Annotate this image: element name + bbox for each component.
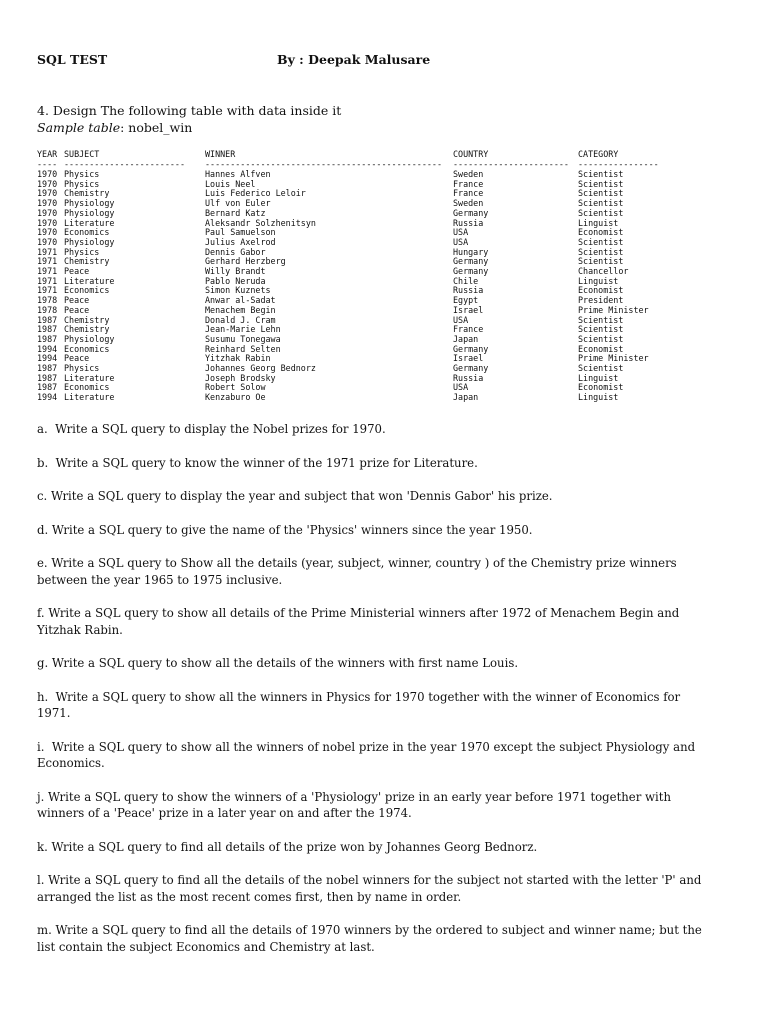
cell-country: Hungary [453, 246, 489, 257]
question-item [37, 421, 762, 438]
cell-subject: Economics [64, 227, 110, 238]
cell-category: Scientist [578, 324, 624, 335]
table-row [37, 267, 737, 277]
cell-subject: Literature [64, 372, 115, 383]
cell-winner: Anwar al-Sadat [205, 295, 276, 306]
question-item [37, 455, 762, 472]
question-text-line: list contain the subject Economics and Chemistry at last. [37, 939, 375, 954]
cell-subject: Literature [64, 392, 115, 403]
cell-category: Chancellor [578, 266, 629, 276]
cell-year: 1971 [37, 246, 58, 257]
question-item [37, 739, 762, 772]
question-text-line: winners of a 'Peace' prize in a later year on and after the 1974. [37, 806, 412, 820]
question-text-line: Yitzhak Rabin. [37, 622, 123, 637]
cell-winner: Donald J. Cram [205, 314, 276, 325]
sample-table-name: : nobel_win [120, 120, 193, 135]
sample-table-caption [37, 119, 341, 136]
question-item [37, 922, 762, 955]
question-text-line: between the year 1965 to 1975 inclusive. [37, 572, 283, 587]
question-text-line: c. Write a SQL query to display the year and subject that won 'Dennis Gabor' his prize. [37, 489, 553, 503]
cell-category: Scientist [578, 236, 624, 247]
cell-subject: Peace [64, 266, 90, 276]
cell-year: 1994 [37, 343, 58, 354]
cell-year: 1994 [37, 353, 58, 364]
cell-year: 1970 [37, 198, 58, 209]
question-item [37, 522, 762, 539]
question-text-line: m. Write a SQL query to find all the details of 1970 winners by the ordered to subject and winner name; but the [37, 923, 702, 937]
cell-winner: Yitzhak Rabin [205, 353, 271, 364]
question-text-line: g. Write a SQL query to show all the details of the winners with first name Louis. [37, 656, 519, 670]
cell-year: 1970 [37, 188, 58, 199]
nobel-win-table [37, 150, 737, 410]
table-row [37, 277, 737, 287]
question-text-line: d. Write a SQL query to give the name of the 'Physics' winners since the year 1950. [37, 522, 533, 537]
cell-country: Germany [453, 207, 489, 218]
cell-country: Sweden [453, 169, 484, 179]
question-text-line: arranged the list as the most recent comes first, then by name in order. [37, 889, 462, 904]
question-text-line: h. Write a SQL query to show all the winners in Physics for 1970 together with the winner of Economics for [37, 689, 681, 704]
table-row [37, 199, 737, 209]
cell-subject: Physics [64, 246, 100, 257]
cell-winner: Willy Brandt [205, 266, 266, 276]
question-list [37, 421, 762, 972]
cell-winner: Hannes Alfven [205, 169, 271, 179]
cell-country: France [453, 178, 484, 189]
question-text-line: Economics. [37, 756, 105, 770]
task-instruction: 4. Design The following table with data inside it [37, 103, 342, 118]
cell-category: Scientist [578, 169, 624, 179]
cell-year: 1987 [37, 372, 58, 383]
cell-category: Scientist [578, 363, 624, 373]
document-title: SQL TEST [37, 52, 108, 67]
cell-year: 1994 [37, 392, 58, 403]
cell-year: 1987 [37, 324, 58, 335]
cell-category: Scientist [578, 207, 624, 218]
table-row [37, 325, 737, 335]
cell-year: 1970 [37, 227, 58, 238]
cell-country: Germany [453, 256, 489, 267]
cell-year: 1971 [37, 256, 58, 267]
cell-winner: Dennis Gabor [205, 246, 266, 257]
cell-year: 1978 [37, 295, 58, 306]
cell-country: Egypt [453, 295, 479, 306]
cell-subject: ------------------------ [64, 158, 186, 169]
cell-category: Scientist [578, 246, 624, 257]
table-row [37, 180, 737, 190]
cell-category: Economist [578, 285, 624, 296]
cell-winner: Bernard Katz [205, 207, 266, 218]
document-author: By : Deepak Malusare [277, 52, 431, 67]
cell-category: Linguist [578, 392, 619, 403]
cell-country: Russia [453, 217, 484, 228]
table-row [37, 228, 737, 238]
question-item [37, 789, 762, 822]
cell-country: Germany [453, 343, 489, 354]
cell-category: Prime Minister [578, 304, 649, 315]
cell-year: 1970 [37, 178, 58, 189]
question-text-line: 1971. [37, 706, 71, 720]
cell-year: 1971 [37, 266, 58, 276]
cell-subject: SUBJECT [64, 149, 100, 159]
cell-country: ----------------------- [453, 158, 569, 169]
cell-country: Russia [453, 285, 484, 296]
cell-subject: Chemistry [64, 314, 110, 325]
cell-country: Japan [453, 333, 479, 344]
cell-year: 1970 [37, 236, 58, 247]
question-text-line: b. Write a SQL query to know the winner of the 1971 prize for Literature. [37, 455, 478, 470]
cell-winner: Reinhard Selten [205, 343, 281, 354]
cell-subject: Physics [64, 178, 100, 189]
cell-year: 1970 [37, 207, 58, 218]
cell-year: 1987 [37, 333, 58, 344]
question-item [37, 555, 762, 588]
cell-category: Scientist [578, 333, 624, 344]
question-text-line: k. Write a SQL query to find all details of the prize won by Johannes Georg Bednorz. [37, 839, 538, 854]
cell-country: USA [453, 227, 469, 238]
cell-category: ---------------- [578, 158, 659, 169]
cell-subject: Economics [64, 382, 110, 393]
cell-winner: Gerhard Herzberg [205, 256, 286, 267]
cell-category: President [578, 295, 624, 306]
cell-country: Chile [453, 275, 479, 286]
cell-category: Prime Minister [578, 353, 649, 364]
cell-category: Economist [578, 227, 624, 238]
question-text-line: i. Write a SQL query to show all the winners of nobel prize in the year 1970 except the subject Physiology and [37, 739, 696, 754]
cell-category: Linguist [578, 275, 619, 286]
table-row [37, 257, 737, 267]
cell-year: 1971 [37, 285, 58, 296]
cell-winner: Julius Axelrod [205, 236, 276, 247]
cell-winner: Joseph Brodsky [205, 372, 276, 383]
cell-winner: Aleksandr Solzhenitsyn [205, 217, 316, 228]
table-separator-row [37, 160, 737, 170]
cell-year: 1987 [37, 314, 58, 325]
cell-year: 1978 [37, 304, 58, 315]
cell-winner: Susumu Tonegawa [205, 333, 281, 344]
cell-country: Israel [453, 304, 484, 315]
question-text-line: f. Write a SQL query to show all details of the Prime Ministerial winners after 1972 of Menachem Begin and [37, 606, 680, 620]
cell-subject: Peace [64, 295, 90, 306]
cell-subject: Physiology [64, 207, 115, 218]
cell-category: Scientist [578, 256, 624, 267]
question-item [37, 655, 762, 672]
cell-country: Israel [453, 353, 484, 364]
cell-year: YEAR [37, 149, 58, 159]
table-row [37, 364, 737, 374]
table-row [37, 374, 737, 384]
cell-winner: Robert Solow [205, 382, 266, 393]
question-item [37, 488, 762, 505]
cell-category: Linguist [578, 372, 619, 383]
cell-country: Germany [453, 363, 489, 373]
cell-winner: Luis Federico Leloir [205, 188, 306, 199]
cell-country: USA [453, 382, 469, 393]
cell-country: COUNTRY [453, 149, 489, 159]
intro-block [37, 102, 341, 136]
cell-winner: Johannes Georg Bednorz [205, 363, 316, 373]
cell-subject: Literature [64, 275, 115, 286]
cell-country: Japan [453, 392, 479, 403]
question-text-line: l. Write a SQL query to find all the details of the nobel winners for the subject not started with the letter 'P' and [37, 873, 702, 887]
cell-category: Scientist [578, 178, 624, 189]
cell-category: Scientist [578, 198, 624, 209]
table-row [37, 238, 737, 248]
cell-winner: Louis Neel [205, 178, 256, 189]
cell-winner: Simon Kuznets [205, 285, 271, 296]
cell-category: Economist [578, 382, 624, 393]
cell-year: ---- [37, 158, 58, 169]
question-item [37, 605, 762, 638]
cell-winner: ----------------------------------------------- [205, 158, 442, 169]
cell-subject: Economics [64, 285, 110, 296]
cell-subject: Physiology [64, 198, 115, 209]
cell-winner: Ulf von Euler [205, 198, 271, 209]
cell-winner: Jean-Marie Lehn [205, 324, 281, 335]
table-row [37, 316, 737, 326]
cell-subject: Chemistry [64, 188, 110, 199]
table-row [37, 383, 737, 393]
question-text-line: a. Write a SQL query to display the Nobel prizes for 1970. [37, 422, 386, 436]
sample-table-label: Sample table [37, 120, 121, 135]
table-row [37, 219, 737, 229]
cell-category: Scientist [578, 188, 624, 199]
question-text-line: j. Write a SQL query to show the winners of a 'Physiology' prize in an early year before 1971 together with [37, 789, 671, 804]
cell-year: 1970 [37, 217, 58, 228]
table-row [37, 286, 737, 296]
cell-year: 1970 [37, 169, 58, 179]
question-item [37, 839, 762, 856]
cell-category: Linguist [578, 217, 619, 228]
cell-subject: Peace [64, 304, 90, 315]
cell-winner: Menachem Begin [205, 304, 276, 315]
cell-subject: Physics [64, 169, 100, 179]
cell-subject: Economics [64, 343, 110, 354]
table-row [37, 335, 737, 345]
cell-subject: Chemistry [64, 256, 110, 267]
table-row [37, 189, 737, 199]
table-row [37, 393, 737, 403]
table-row [37, 170, 737, 180]
cell-subject: Physiology [64, 333, 115, 344]
table-row [37, 306, 737, 316]
cell-winner: Paul Samuelson [205, 227, 276, 238]
table-row [37, 209, 737, 219]
question-item [37, 872, 762, 905]
cell-country: USA [453, 236, 469, 247]
cell-country: Russia [453, 372, 484, 383]
cell-country: France [453, 188, 484, 199]
cell-subject: Literature [64, 217, 115, 228]
cell-subject: Physiology [64, 236, 115, 247]
cell-year: 1971 [37, 275, 58, 286]
cell-category: Economist [578, 343, 624, 354]
cell-category: CATEGORY [578, 149, 619, 159]
cell-winner: WINNER [205, 149, 236, 159]
cell-country: USA [453, 314, 469, 325]
cell-winner: Kenzaburo Oe [205, 392, 266, 403]
cell-country: Germany [453, 266, 489, 276]
question-text-line: e. Write a SQL query to Show all the details (year, subject, winner, country ) of the Chemistry prize winners [37, 556, 677, 570]
table-row [37, 248, 737, 258]
cell-year: 1987 [37, 382, 58, 393]
cell-subject: Chemistry [64, 324, 110, 335]
question-item [37, 689, 762, 722]
cell-country: France [453, 324, 484, 335]
cell-subject: Peace [64, 353, 90, 364]
cell-subject: Physics [64, 363, 100, 373]
cell-category: Scientist [578, 314, 624, 325]
cell-year: 1987 [37, 363, 58, 373]
cell-country: Sweden [453, 198, 484, 209]
table-row [37, 354, 737, 364]
cell-winner: Pablo Neruda [205, 275, 266, 286]
